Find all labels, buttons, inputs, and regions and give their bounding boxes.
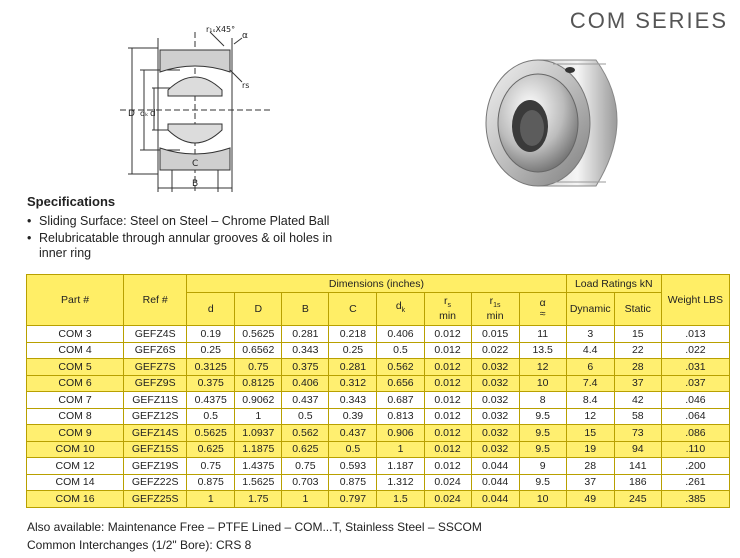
cell-rs: 0.012 — [424, 375, 471, 392]
d-label: d — [150, 109, 156, 119]
cell-d: 1 — [187, 491, 235, 508]
col-part: Part # — [27, 275, 124, 326]
col-dk: $d_k$ — [377, 293, 424, 326]
specifications-list — [27, 214, 447, 261]
cell-C: 0.343 — [329, 392, 377, 409]
cell-dyn: 3 — [566, 326, 614, 343]
cell-d: 0.5 — [187, 408, 235, 425]
cell-alpha: 13.5 — [519, 342, 566, 359]
cell-B: 0.281 — [282, 326, 329, 343]
cell-B: 0.375 — [282, 359, 329, 376]
cell-alpha: 9 — [519, 458, 566, 475]
cell-r1s: 0.044 — [471, 474, 519, 491]
cell-alpha: 8 — [519, 392, 566, 409]
B-label: B — [192, 179, 199, 189]
cell-wt: .064 — [661, 408, 729, 425]
cell-C: 0.5 — [329, 441, 377, 458]
cell-D: 0.5625 — [235, 326, 282, 343]
col-B: B — [282, 293, 329, 326]
cell-ref: GEFZ15S — [124, 441, 187, 458]
cell-d: 0.5625 — [187, 425, 235, 442]
table-row — [27, 342, 730, 359]
cell-r1s: 0.022 — [471, 342, 519, 359]
col-C: C — [329, 293, 377, 326]
cell-rs: 0.012 — [424, 342, 471, 359]
cell-wt: .110 — [661, 441, 729, 458]
col-group-load: Load Ratings kN — [566, 275, 661, 293]
cell-wt: .261 — [661, 474, 729, 491]
cell-ref: GEFZ22S — [124, 474, 187, 491]
cell-stat: 15 — [614, 326, 661, 343]
col-r1s-min: $r_{1s}$ min — [471, 293, 519, 326]
cell-d: 0.4375 — [187, 392, 235, 409]
cell-dk: 0.687 — [377, 392, 424, 409]
cell-C: 0.437 — [329, 425, 377, 442]
cell-wt: .200 — [661, 458, 729, 475]
cell-stat: 141 — [614, 458, 661, 475]
cell-B: 0.5 — [282, 408, 329, 425]
cell-d: 0.19 — [187, 326, 235, 343]
cell-stat: 94 — [614, 441, 661, 458]
cell-part: COM 16 — [27, 491, 124, 508]
cell-alpha: 9.5 — [519, 408, 566, 425]
cell-part: COM 3 — [27, 326, 124, 343]
cell-d: 0.875 — [187, 474, 235, 491]
cell-dyn: 4.4 — [566, 342, 614, 359]
table-row — [27, 491, 730, 508]
cell-dyn: 8.4 — [566, 392, 614, 409]
cell-B: 0.625 — [282, 441, 329, 458]
cell-D: 1.5625 — [235, 474, 282, 491]
cell-C: 0.875 — [329, 474, 377, 491]
cell-part: COM 9 — [27, 425, 124, 442]
cell-alpha: 11 — [519, 326, 566, 343]
col-D: D — [235, 293, 282, 326]
cell-r1s: 0.015 — [471, 326, 519, 343]
cell-dk: 1.312 — [377, 474, 424, 491]
cell-alpha: 9.5 — [519, 474, 566, 491]
cell-dk: 0.813 — [377, 408, 424, 425]
cell-wt: .385 — [661, 491, 729, 508]
cell-r1s: 0.044 — [471, 458, 519, 475]
cell-wt: .086 — [661, 425, 729, 442]
cell-d: 0.25 — [187, 342, 235, 359]
cell-ref: GEFZ7S — [124, 359, 187, 376]
cell-D: 1 — [235, 408, 282, 425]
cell-stat: 73 — [614, 425, 661, 442]
cell-D: 0.75 — [235, 359, 282, 376]
cell-stat: 42 — [614, 392, 661, 409]
cell-d: 0.75 — [187, 458, 235, 475]
cell-part: COM 5 — [27, 359, 124, 376]
cell-dyn: 37 — [566, 474, 614, 491]
cell-B: 0.75 — [282, 458, 329, 475]
cell-dyn: 7.4 — [566, 375, 614, 392]
also-available-note: Also available: Maintenance Free – PTFE Lined – COM...T, Stainless Steel – SSCOM — [27, 520, 482, 534]
cell-rs: 0.012 — [424, 441, 471, 458]
cell-dk: 0.906 — [377, 425, 424, 442]
cell-r1s: 0.032 — [471, 441, 519, 458]
cell-stat: 58 — [614, 408, 661, 425]
cell-r1s: 0.032 — [471, 392, 519, 409]
bearing-cross-section-diagram — [110, 24, 280, 196]
table-row — [27, 359, 730, 376]
cell-dyn: 15 — [566, 425, 614, 442]
cell-dyn: 19 — [566, 441, 614, 458]
cell-dk: 1.187 — [377, 458, 424, 475]
cell-dk: 0.656 — [377, 375, 424, 392]
cell-D: 0.9062 — [235, 392, 282, 409]
cell-wt: .037 — [661, 375, 729, 392]
cell-part: COM 8 — [27, 408, 124, 425]
cell-r1s: 0.032 — [471, 408, 519, 425]
cell-dyn: 6 — [566, 359, 614, 376]
cell-alpha: 12 — [519, 359, 566, 376]
cell-ref: GEFZ6S — [124, 342, 187, 359]
cell-dyn: 49 — [566, 491, 614, 508]
cell-rs: 0.012 — [424, 359, 471, 376]
col-dynamic: Dynamic — [566, 293, 614, 326]
cell-part: COM 14 — [27, 474, 124, 491]
cell-dk: 1 — [377, 441, 424, 458]
bearing-product-photo — [478, 48, 646, 198]
cell-alpha: 9.5 — [519, 425, 566, 442]
cell-C: 0.312 — [329, 375, 377, 392]
cell-ref: GEFZ11S — [124, 392, 187, 409]
cell-C: 0.797 — [329, 491, 377, 508]
specifications-section — [27, 194, 447, 263]
cell-dk: 1.5 — [377, 491, 424, 508]
footer — [27, 518, 482, 554]
cell-wt: .046 — [661, 392, 729, 409]
cell-B: 1 — [282, 491, 329, 508]
col-d: d — [187, 293, 235, 326]
cell-rs: 0.012 — [424, 326, 471, 343]
cell-stat: 37 — [614, 375, 661, 392]
cell-D: 1.4375 — [235, 458, 282, 475]
interchanges-note: Common Interchanges (1/2" Bore): CRS 8 — [27, 538, 252, 552]
cell-wt: .013 — [661, 326, 729, 343]
cell-alpha: 10 — [519, 491, 566, 508]
cell-ref: GEFZ14S — [124, 425, 187, 442]
cell-alpha: 10 — [519, 375, 566, 392]
specification-table — [26, 274, 730, 508]
cell-r1s: 0.032 — [471, 425, 519, 442]
cell-part: COM 7 — [27, 392, 124, 409]
cell-part: COM 6 — [27, 375, 124, 392]
col-alpha: α ≈ — [519, 293, 566, 326]
cell-C: 0.593 — [329, 458, 377, 475]
table-body — [27, 326, 730, 508]
cell-dyn: 12 — [566, 408, 614, 425]
cell-ref: GEFZ12S — [124, 408, 187, 425]
cell-B: 0.406 — [282, 375, 329, 392]
cell-r1s: 0.044 — [471, 491, 519, 508]
cell-stat: 22 — [614, 342, 661, 359]
cell-alpha: 9.5 — [519, 441, 566, 458]
cell-wt: .022 — [661, 342, 729, 359]
cell-dk: 0.562 — [377, 359, 424, 376]
rs-label: rs — [242, 81, 250, 90]
table-row — [27, 458, 730, 475]
cell-stat: 245 — [614, 491, 661, 508]
cell-part: COM 12 — [27, 458, 124, 475]
table-row — [27, 425, 730, 442]
cell-rs: 0.024 — [424, 491, 471, 508]
cell-r1s: 0.032 — [471, 359, 519, 376]
col-static: Static — [614, 293, 661, 326]
cell-d: 0.3125 — [187, 359, 235, 376]
cell-B: 0.562 — [282, 425, 329, 442]
col-rs-min: $r_s$ min — [424, 293, 471, 326]
cell-r1s: 0.032 — [471, 375, 519, 392]
cell-ref: GEFZ19S — [124, 458, 187, 475]
cell-rs: 0.012 — [424, 408, 471, 425]
table-row — [27, 408, 730, 425]
cell-wt: .031 — [661, 359, 729, 376]
dk-label: dₖ — [140, 109, 149, 118]
cell-rs: 0.012 — [424, 392, 471, 409]
cell-D: 1.0937 — [235, 425, 282, 442]
cell-C: 0.218 — [329, 326, 377, 343]
cell-C: 0.39 — [329, 408, 377, 425]
col-group-dimensions: Dimensions (inches) — [187, 275, 567, 293]
table-row — [27, 375, 730, 392]
cell-D: 0.6562 — [235, 342, 282, 359]
cell-rs: 0.012 — [424, 458, 471, 475]
cell-dk: 0.5 — [377, 342, 424, 359]
C-label: C — [192, 159, 199, 169]
cell-B: 0.703 — [282, 474, 329, 491]
cell-d: 0.375 — [187, 375, 235, 392]
cell-d: 0.625 — [187, 441, 235, 458]
cell-rs: 0.012 — [424, 425, 471, 442]
cell-stat: 186 — [614, 474, 661, 491]
cell-B: 0.437 — [282, 392, 329, 409]
col-ref: Ref # — [124, 275, 187, 326]
D-label: D — [128, 109, 135, 119]
series-title: COM SERIES — [569, 8, 728, 33]
alpha-label: α — [242, 31, 248, 41]
table-row — [27, 392, 730, 409]
cell-ref: GEFZ4S — [124, 326, 187, 343]
cell-dyn: 28 — [566, 458, 614, 475]
cell-D: 1.75 — [235, 491, 282, 508]
cell-C: 0.25 — [329, 342, 377, 359]
cell-stat: 28 — [614, 359, 661, 376]
spec-item: • Relubricatable through annular grooves & oil holes in inner ring — [27, 231, 359, 261]
cell-C: 0.281 — [329, 359, 377, 376]
table-row — [27, 441, 730, 458]
cell-ref: GEFZ25S — [124, 491, 187, 508]
cell-dk: 0.406 — [377, 326, 424, 343]
cell-D: 1.1875 — [235, 441, 282, 458]
cell-ref: GEFZ9S — [124, 375, 187, 392]
table-row — [27, 326, 730, 343]
cell-B: 0.343 — [282, 342, 329, 359]
chamfer-label: r₁ₛX45° — [206, 25, 236, 34]
cell-rs: 0.024 — [424, 474, 471, 491]
spec-item: • Sliding Surface: Steel on Steel – Chrome Plated Ball — [27, 214, 447, 229]
cell-D: 0.8125 — [235, 375, 282, 392]
specifications-heading: Specifications — [27, 194, 116, 209]
cell-part: COM 4 — [27, 342, 124, 359]
table-row — [27, 474, 730, 491]
col-weight: Weight LBS — [661, 275, 729, 326]
cell-part: COM 10 — [27, 441, 124, 458]
